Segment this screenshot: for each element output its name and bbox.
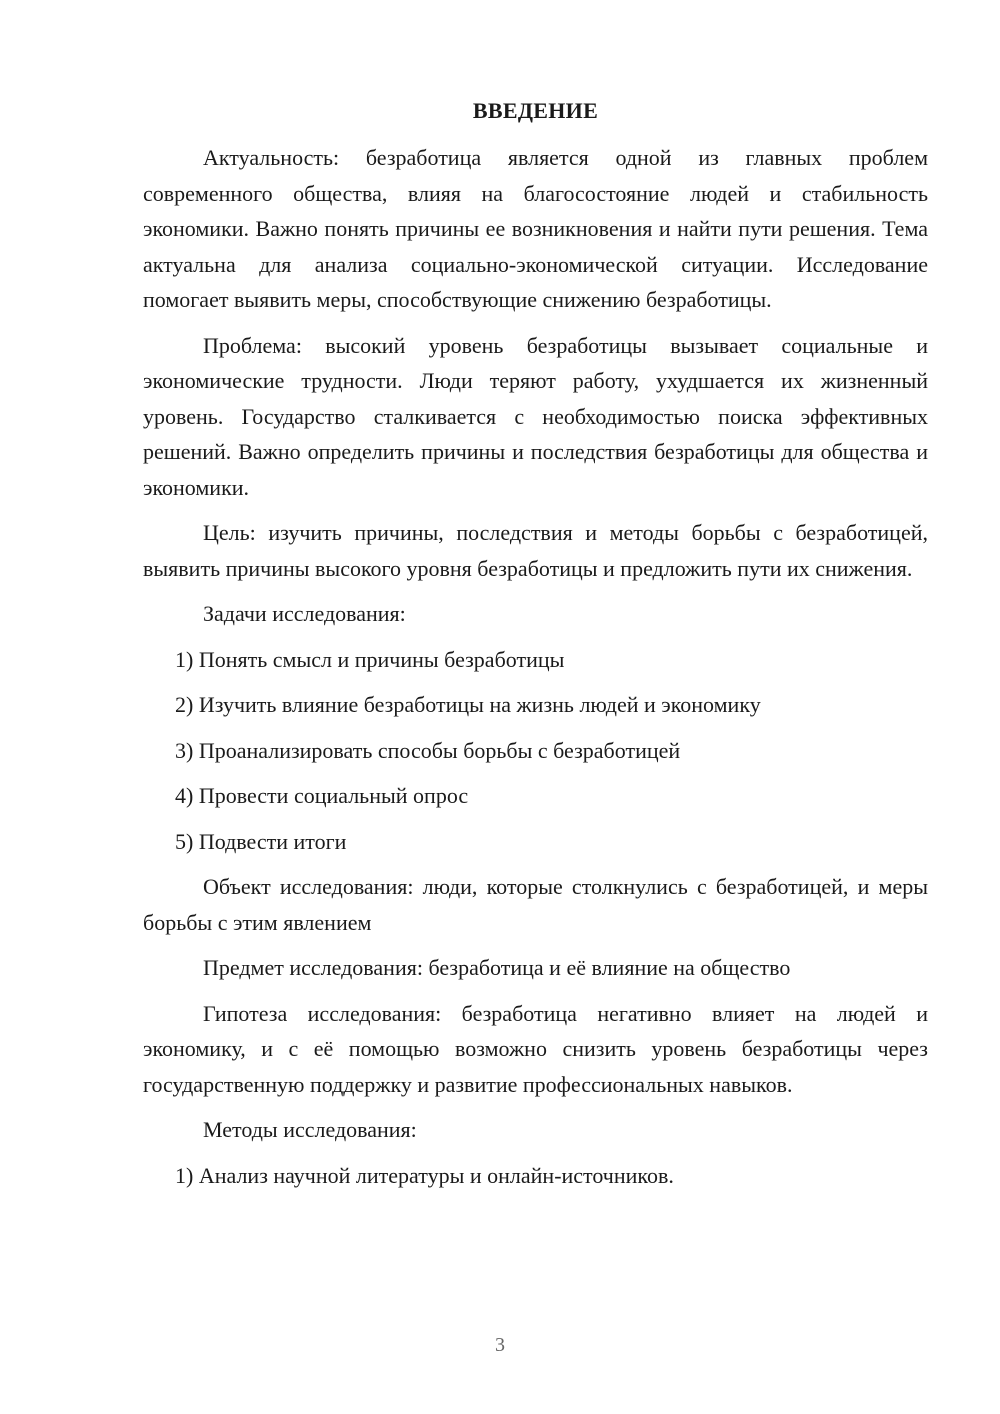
list-item: 4) Провести социальный опрос bbox=[175, 783, 469, 808]
methods-list bbox=[143, 1158, 928, 1194]
list-item: 3) Проанализировать способы борьбы с безработицей bbox=[175, 737, 681, 763]
hypothesis-paragraph: Гипотеза исследования: безработица негативно влияет на людей и экономику, и с её помощью возможно снизить уровень безработицы через государственную поддержку и развитие профессиональных навыков. bbox=[143, 1000, 928, 1097]
tasks-list bbox=[143, 642, 928, 860]
subject-paragraph: Предмет исследования: безработица и её влияние на общество bbox=[203, 955, 791, 980]
tasks-label: Задачи исследования: bbox=[203, 601, 406, 626]
list-item: 2) Изучить влияние безработицы на жизнь людей и экономику bbox=[175, 692, 761, 717]
list-item: 5) Подвести итоги bbox=[175, 828, 347, 854]
list-item: 1) Анализ научной литературы и онлайн-источников. bbox=[175, 1162, 674, 1188]
object-paragraph: Объект исследования: люди, которые столкнулись с безработицей, и меры борьбы с этим явлением bbox=[143, 874, 928, 935]
page-title: ВВЕДЕНИЕ bbox=[472, 98, 599, 123]
document-page bbox=[143, 95, 928, 1203]
relevance-paragraph: Актуальность: безработица является одной из главных проблем современного общества, влияя на благосостояние людей и стабильность экономики. Важно понять причины ее возникновения и найти пути решения. Тема актуальна для анализа социально-экономической ситуации. Исследование помогает выявить меры, способствующие снижению безработицы. bbox=[143, 145, 928, 312]
goal-paragraph: Цель: изучить причины, последствия и методы борьбы с безработицей, выявить причины высокого уровня безработицы и предложить пути их снижения. bbox=[143, 520, 928, 581]
list-item: 1) Понять смысл и причины безработицы bbox=[175, 646, 565, 672]
page-number: 3 bbox=[495, 1334, 505, 1356]
problem-paragraph: Проблема: высокий уровень безработицы вызывает социальные и экономические трудности. Люди теряют работу, ухудшается их жизненный уровень. Государство сталкивается с необходимостью поиска эффективных решений. Важно определить причины и последствия безработицы для общества и экономики. bbox=[143, 332, 928, 500]
methods-label: Методы исследования: bbox=[203, 1117, 417, 1142]
